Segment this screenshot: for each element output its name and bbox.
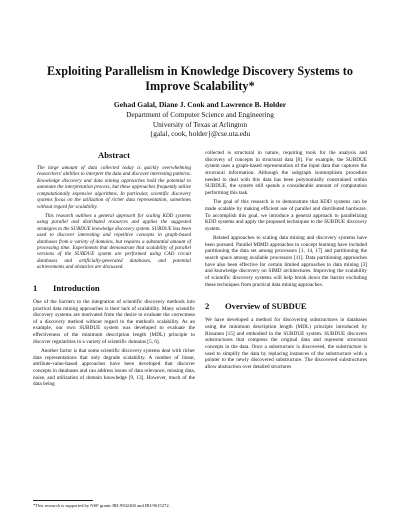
body-paragraph: collected is structural in nature, requiring tools for the analysis and discovery of concepts in structural data [8]. For example, the SUBDUE system uses a graph-based representation of the input data that captures the structural information. Although the subgraph isomorphism procedure needed to deal with this data has been polynomially constrained within SUBDUE, the system still spends a considerable amount of computation performing this task. (205, 150, 367, 196)
section-title: Overview of SUBDUE (225, 301, 307, 312)
paper-title (20, 64, 380, 94)
left-column (33, 150, 195, 388)
university: University of Texas at Arlington (152, 119, 248, 129)
section-heading-introduction (33, 283, 195, 294)
author-list: Gehad Galal, Diane J. Cook and Lawrence B. Holder (113, 100, 287, 109)
title-line-2: Improve Scalability* (145, 79, 255, 93)
body-paragraph: We have developed a method for discovering substructures in databases using the minimum description length (MDL) principle introduced by Rissanen [15] and embodied in the SUBDUE system. SUBDUE discovers substructures that compress the original data and represent structural concepts in the data. Once a substructure is discovered, the substructure is used to simplify the data by replacing instances of the substructure with a pointer to the newly discovered substructure. The discovered substructures allow abstraction over detailed structures (205, 317, 367, 370)
section-number: 2 (205, 301, 210, 312)
author-emails: {galal, cook, holder}@cse.uta.edu (149, 129, 251, 139)
body-paragraph: The goal of this research is to demonstrate that KDD systems can be made scalable by making efficient use of parallel and distributed hardware. To accomplish this goal, we introduce a general approach to parallelizing KDD systems and apply the proposed techniques to the SUBDUE discovery system. (205, 199, 367, 232)
body-paragraph: One of the barriers to the integration of scientific discovery methods into practical data mining approaches is their lack of scalability. Many scientific discovery systems are motivated from the desire to evaluate the correctness of a discovery method without regard to the method's scalability. As an example, our own SUBDUE system was developed to evaluate the effectiveness of the minimum description length (MDL) principle to discover regularities in a variety of scientific domains [5, 6]. (33, 298, 195, 345)
abstract-paragraph: The large amount of data collected today is quickly overwhelming researchers' abilities to interpret the data and discover interesting patterns. Knowledge discovery and data mining approaches hold the potential to automate the interpretation process, but these approaches frequently utilize computationally expensive algorithms. In particular, scientific discovery systems focus on the utilization of richer data representation, sometimes without regard for scalability. (37, 165, 191, 210)
abstract-paragraph: This research outlines a general approach for scaling KDD systems using parallel and distributed resources and applies the suggested strategies to the SUBDUE knowledge discovery system. SUBDUE has been used to discover interesting and repetitive concepts in graph-based databases from a variety of domains, but requires a substantial amount of processing time. Experiments that demonstrate that scalability of parallel versions of the SUBDUE system are performed using CAD circuit databases and artificially-generated databases, and potential achievements and obstacles are discussed. (37, 212, 191, 271)
body-paragraph: Another factor is that some scientific discovery systems deal with richer data representations that only degrade scalability. A number of linear, attribute-value-based approaches have been developed that discover concepts in databases and can address issues of data relevance, missing data, noise, and utilization of domain knowledge [9, 13]. However, much of the data being (33, 348, 195, 388)
department: Department of Computer Science and Engineering (126, 110, 274, 119)
title-line-1: Exploiting Parallelism in Knowledge Discovery Systems to (46, 64, 354, 78)
footnote-rule (33, 500, 93, 501)
section-number: 1 (33, 282, 38, 293)
abstract-body (33, 165, 195, 271)
affiliation (20, 110, 380, 139)
section-heading-overview (205, 301, 367, 312)
footnote: *This research is supported by NSF grants IRI-9502260 and IRI-9615272. (33, 503, 170, 508)
right-column (205, 150, 367, 371)
section-title: Introduction (53, 282, 100, 293)
abstract-heading: Abstract (98, 150, 130, 160)
body-paragraph: Related approaches to scaling data mining and discovery systems have been pursued. Parallel MIMD approaches to concept learning have included partitioning the data set among processors [1, 14, 17] and partitioning the search space among available processors [11]. Data partitioning approaches have also been effective for certain limited approaches to data mining [3] and knowledge discovery on SIMD architectures. Improving the scalability of scientific discovery systems will help break down the barrier excluding these techniques from practical data mining approaches. (205, 235, 367, 288)
